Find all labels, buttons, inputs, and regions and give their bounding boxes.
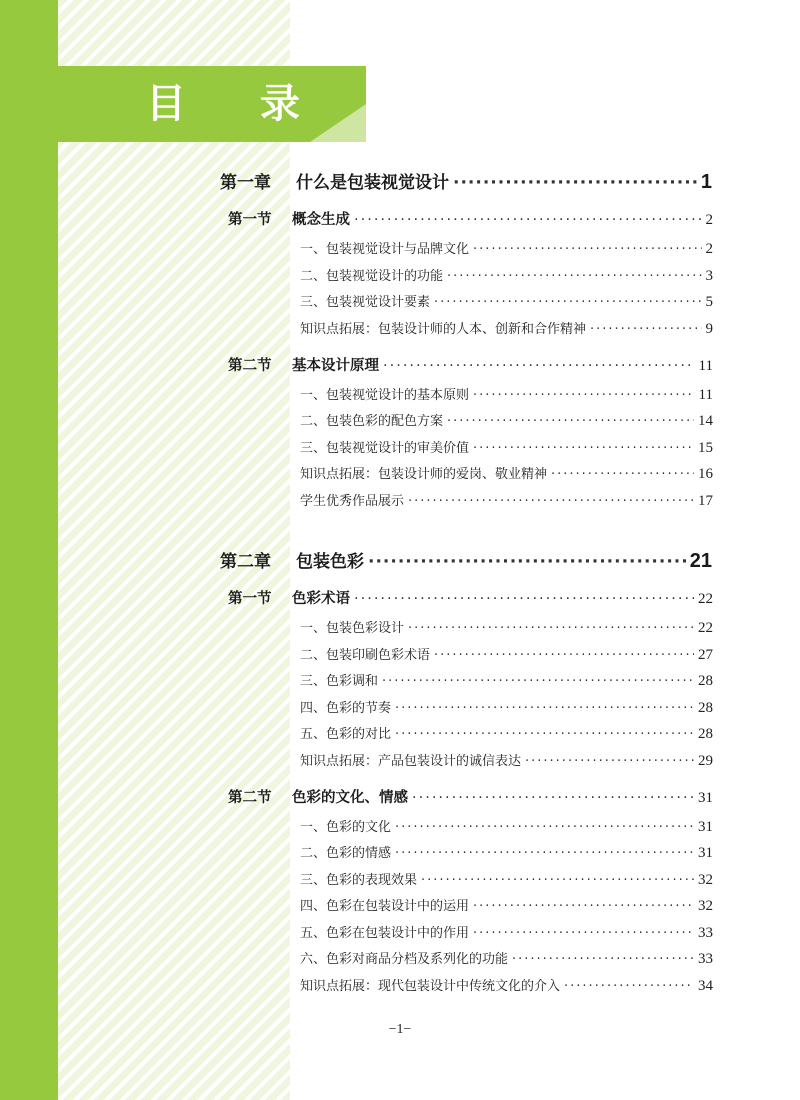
dot-leader (354, 591, 694, 607)
item-title: 一、包装视觉设计的基本原则 (300, 387, 470, 403)
item-page-number: 28 (698, 726, 713, 742)
item-page-number: 33 (698, 951, 713, 967)
item-title: 二、包装视觉设计的功能 (300, 268, 444, 284)
page-title: 目 录 (146, 81, 330, 127)
item-page-number: 28 (698, 699, 713, 716)
toc-section-entry[interactable] (228, 786, 713, 807)
dot-leader (383, 358, 695, 374)
section-label: 第二节 (228, 789, 272, 806)
item-title: 一、色彩的文化 (300, 819, 392, 835)
toc-item-entry[interactable] (300, 410, 713, 430)
toc-item-entry[interactable] (300, 238, 713, 258)
toc-item-entry[interactable] (300, 869, 713, 889)
item-page-number: 33 (698, 924, 713, 941)
dot-leader (395, 727, 694, 742)
item-title: 六、色彩对商品分档及系列化的功能 (300, 952, 509, 967)
item-title: 三、包装视觉设计的审美价值 (300, 440, 470, 456)
dot-leader (564, 979, 694, 994)
dot-leader (512, 952, 694, 967)
dot-leader (412, 790, 694, 806)
dot-leader (434, 648, 694, 663)
item-page-number: 9 (705, 320, 713, 337)
toc-item-entry[interactable] (300, 644, 713, 664)
toc-item-entry[interactable] (300, 948, 713, 968)
dot-leader (473, 388, 695, 403)
toc-item-entry[interactable] (300, 291, 713, 311)
item-page-number: 15 (698, 439, 713, 456)
item-title: 四、色彩的节奏 (300, 700, 392, 716)
item-title: 知识点拓展：产品包装设计的诚信表达 (300, 753, 522, 769)
item-title: 五、色彩的对比 (300, 727, 392, 742)
dot-leader (473, 899, 694, 914)
dot-leader (473, 242, 701, 257)
item-page-number: 31 (698, 818, 713, 835)
toc-item-entry[interactable] (300, 895, 713, 915)
dot-leader (395, 820, 694, 835)
chapter-label: 第二章 (220, 552, 271, 572)
item-title: 一、包装视觉设计与品牌文化 (300, 242, 470, 257)
dot-leader (408, 494, 694, 509)
section-title: 基本设计原理 (292, 357, 379, 374)
toc-chapter-entry[interactable] (220, 547, 712, 573)
section-label: 第一节 (228, 212, 272, 228)
item-title: 知识点拓展：现代包装设计中传统文化的介入 (300, 978, 561, 994)
item-title: 四、色彩在包装设计中的运用 (300, 899, 470, 914)
item-page-number: 34 (698, 977, 713, 994)
dot-leader (473, 926, 694, 941)
item-page-number: 29 (698, 752, 713, 769)
dot-leader (590, 322, 701, 337)
toc-item-entry[interactable] (300, 265, 713, 285)
toc-item-entry[interactable] (300, 318, 713, 338)
item-title: 二、包装印刷色彩术语 (300, 647, 431, 663)
toc-item-entry[interactable] (300, 437, 713, 457)
dot-leader (473, 441, 694, 456)
toc-item-entry[interactable] (300, 750, 713, 770)
toc-item-entry[interactable] (300, 922, 713, 942)
item-title: 知识点拓展：包装设计师的人本、创新和合作精神 (300, 321, 587, 337)
toc-item-entry[interactable] (300, 723, 713, 743)
toc-item-entry[interactable] (300, 617, 713, 637)
item-page-number: 3 (705, 267, 713, 284)
item-page-number: 11 (698, 386, 713, 403)
dot-leader (434, 295, 701, 310)
dot-leader (447, 269, 701, 284)
dot-leader (408, 621, 694, 636)
dot-leader (453, 173, 697, 193)
chapter-page-number: 21 (689, 550, 712, 572)
dot-leader (421, 873, 694, 888)
toc-item-entry[interactable] (300, 670, 713, 690)
item-page-number: 22 (698, 620, 713, 636)
item-page-number: 32 (698, 871, 713, 888)
item-title: 三、包装视觉设计要素 (300, 295, 431, 310)
section-label: 第二节 (228, 357, 272, 374)
toc-item-entry[interactable] (300, 463, 713, 483)
toc-item-entry[interactable] (300, 384, 713, 404)
item-title: 三、色彩调和 (300, 674, 379, 689)
section-title: 色彩术语 (292, 591, 350, 607)
dot-leader (525, 754, 694, 769)
section-page-number: 31 (698, 789, 713, 806)
item-title: 三、色彩的表现效果 (300, 872, 418, 888)
dot-leader (382, 674, 694, 689)
item-page-number: 17 (698, 492, 713, 509)
section-title: 概念生成 (292, 212, 350, 228)
item-title: 学生优秀作品展示 (300, 493, 405, 509)
section-title: 色彩的文化、情感 (292, 789, 408, 806)
section-page-number: 2 (705, 212, 713, 228)
toc-section-entry[interactable] (228, 208, 713, 229)
item-page-number: 14 (698, 413, 713, 429)
dot-leader (354, 212, 702, 228)
toc-item-entry[interactable] (300, 816, 713, 836)
chapter-title: 什么是包装视觉设计 (296, 173, 449, 193)
item-page-number: 28 (698, 673, 713, 689)
item-page-number: 31 (698, 845, 713, 861)
chapter-page-number: 1 (700, 171, 712, 193)
toc-item-entry[interactable] (300, 842, 713, 862)
toc-section-entry[interactable] (228, 354, 713, 375)
item-title: 二、包装色彩的配色方案 (300, 414, 444, 429)
section-page-number: 11 (698, 357, 713, 374)
sidebar-accent-bar (0, 0, 58, 1100)
dot-leader (395, 701, 694, 716)
toc-section-entry[interactable] (228, 587, 713, 608)
toc-chapter-entry[interactable] (220, 168, 712, 194)
item-page-number: 5 (705, 294, 713, 310)
dot-leader (551, 467, 694, 482)
dot-leader (395, 846, 694, 861)
item-title: 知识点拓展：包装设计师的爱岗、敬业精神 (300, 467, 548, 482)
item-page-number: 32 (698, 898, 713, 914)
item-page-number: 27 (698, 646, 713, 663)
item-title: 一、包装色彩设计 (300, 621, 405, 636)
chapter-label: 第一章 (220, 173, 271, 193)
toc-item-entry[interactable] (300, 697, 713, 717)
toc-item-entry[interactable] (300, 490, 713, 510)
section-label: 第一节 (228, 591, 272, 607)
item-page-number: 2 (705, 241, 713, 257)
dot-leader (447, 414, 694, 429)
item-title: 五、色彩在包装设计中的作用 (300, 925, 470, 941)
item-page-number: 16 (698, 466, 713, 482)
dot-leader (368, 552, 686, 572)
item-title: 二、色彩的情感 (300, 846, 392, 861)
section-page-number: 22 (698, 591, 713, 607)
chapter-title: 包装色彩 (296, 552, 364, 572)
toc-item-entry[interactable] (300, 975, 713, 995)
page-number: −1− (388, 1022, 412, 1037)
